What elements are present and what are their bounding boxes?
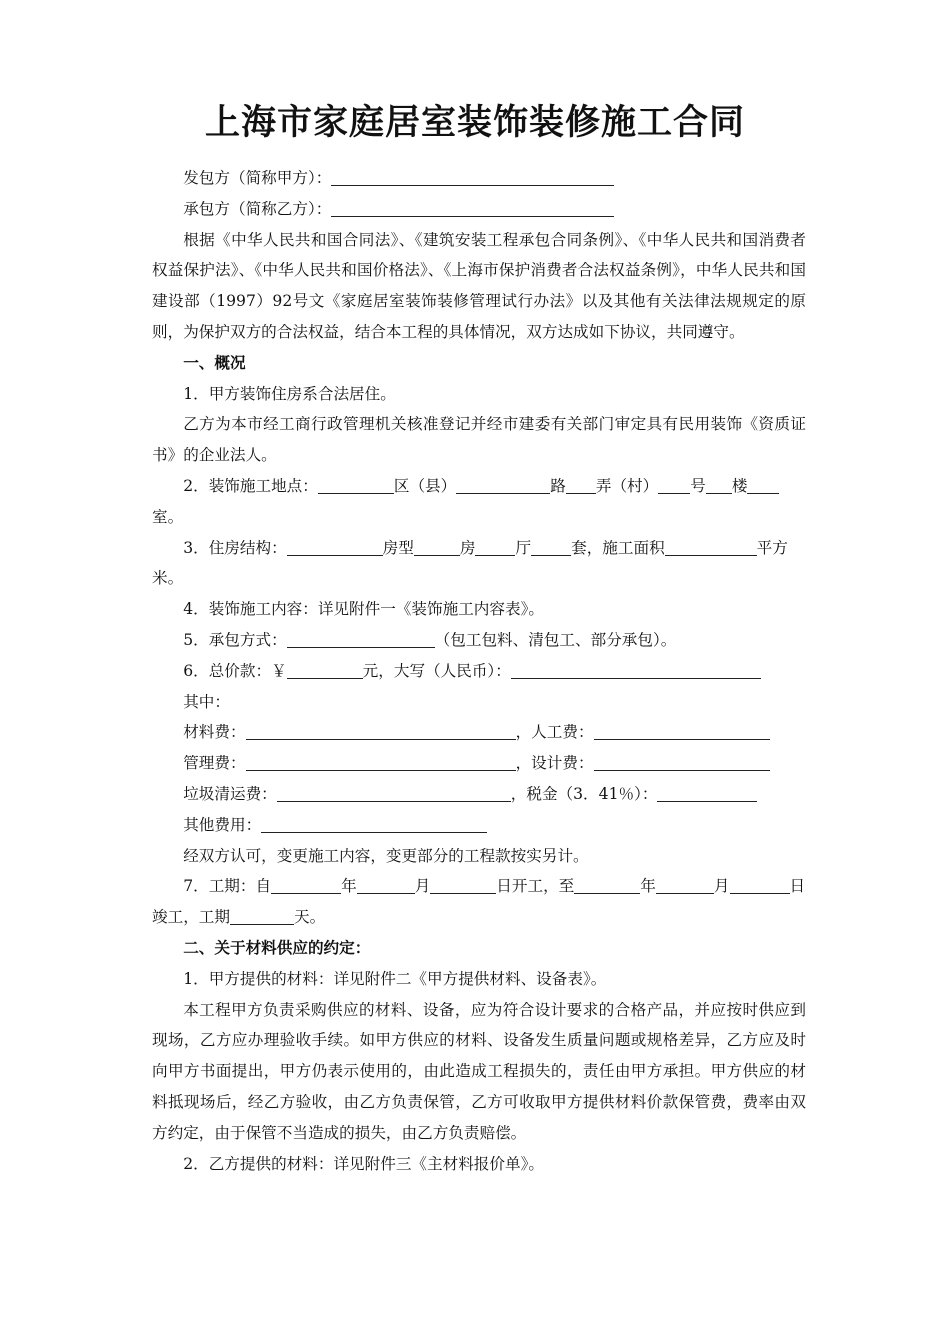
- contractor-line: 承包方（简称乙方）：: [152, 194, 806, 225]
- material-labor-line: 材料费： ，人工费：: [152, 717, 806, 748]
- number-blank[interactable]: [658, 477, 690, 494]
- lane-blank[interactable]: [566, 477, 596, 494]
- section-1-item-1: 1．甲方装饰住房系合法居住。: [183, 384, 396, 403]
- district-blank[interactable]: [318, 477, 394, 494]
- contractor-name-blank[interactable]: [331, 199, 614, 216]
- section-1-contractor-paragraph: 乙方为本市经工商行政管理机关核准登记并经市建委有关部门审定具有民用装饰《资质证书》的企业法人。: [152, 415, 806, 465]
- total-price-blank[interactable]: [287, 661, 363, 678]
- section-2-item-1: 1．甲方提供的材料：详见附件二《甲方提供材料、设备表》。: [183, 969, 607, 988]
- rooms-blank[interactable]: [414, 538, 460, 555]
- start-day-blank[interactable]: [430, 877, 496, 894]
- section-1-item-3: 3．住房结构： 房型 房 厅 套，施工面积 平方米。: [152, 538, 788, 588]
- section-2-item-2: 2．乙方提供的材料：详见附件三《主材料报价单》。: [183, 1154, 544, 1173]
- labor-fee-blank[interactable]: [594, 723, 770, 740]
- section-1-item-4: 4．装饰施工内容：详见附件一《装饰施工内容表》。: [183, 600, 544, 619]
- material-fee-blank[interactable]: [246, 723, 516, 740]
- contract-body: [152, 163, 806, 1179]
- preamble-paragraph: 根据《中华人民共和国合同法》、《建筑安装工程承包合同条例》、《中华人民共和国消费者权益保护法》、《中华人民共和国价格法》、《上海市保护消费者合法权益条例》，中华人民共和国建设部（1997）92号文《家庭居室装饰装修管理试行办法》以及其他有关法律法规规定的原则，为保护双方的合法权益，结合本工程的具体情况，双方达成如下协议，共同遵守。: [152, 230, 806, 341]
- change-note: 经双方认可，变更施工内容，变更部分的工程款按实另计。: [183, 846, 589, 865]
- start-year-blank[interactable]: [271, 877, 341, 894]
- contract-mode-blank[interactable]: [287, 631, 435, 648]
- suite-blank[interactable]: [531, 538, 571, 555]
- tax-blank[interactable]: [657, 785, 757, 802]
- halls-blank[interactable]: [475, 538, 515, 555]
- client-name-blank[interactable]: [331, 169, 614, 186]
- area-blank[interactable]: [665, 538, 757, 555]
- section-1-item-5: 5．承包方式： （包工包料、清包工、部分承包）。: [183, 630, 677, 649]
- management-fee-blank[interactable]: [246, 754, 516, 771]
- duration-blank[interactable]: [230, 908, 294, 925]
- total-price-words-blank[interactable]: [511, 661, 761, 678]
- section-1-heading: 一、概况: [183, 353, 246, 372]
- of-which-label: 其中：: [183, 692, 230, 711]
- design-fee-blank[interactable]: [594, 754, 770, 771]
- waste-fee-blank[interactable]: [277, 785, 511, 802]
- road-blank[interactable]: [456, 477, 550, 494]
- document-title: 上海市家庭居室装饰装修施工合同: [204, 102, 745, 143]
- end-year-blank[interactable]: [574, 877, 640, 894]
- management-design-line: 管理费： ，设计费：: [152, 748, 806, 779]
- room-blank[interactable]: [747, 477, 779, 494]
- section-1-item-7: 7．工期：自 年 月 日开工，至 年 月 日竣工，工期 天。: [152, 877, 806, 927]
- end-month-blank[interactable]: [656, 877, 714, 894]
- waste-tax-line: 垃圾清运费： ，税金（3．41％）：: [152, 779, 806, 810]
- other-fee-blank[interactable]: [261, 815, 487, 832]
- section-1-item-6: 6．总价款：￥ 元，大写（人民币）：: [152, 656, 806, 687]
- end-day-blank[interactable]: [730, 877, 790, 894]
- section-1-item-2: 2．装饰施工地点： 区（县） 路 弄（村） 号 楼室。: [152, 471, 806, 533]
- section-2-heading: 二、关于材料供应的约定：: [183, 938, 371, 957]
- client-line: 发包方（简称甲方）：: [152, 163, 806, 194]
- start-month-blank[interactable]: [357, 877, 415, 894]
- structure-blank[interactable]: [287, 538, 383, 555]
- section-2-item-1-paragraph: 本工程甲方负责采购供应的材料、设备，应为符合设计要求的合格产品，并应按时供应到现场，乙方应办理验收手续。如甲方供应的材料、设备发生质量问题或规格差异，乙方应及时向甲方书面提出，甲方仍表示使用的，由此造成工程损失的，责任由甲方承担。甲方供应的材料抵现场后，经乙方验收，由乙方负责保管，乙方可收取甲方提供材料价款保管费，费率由双方约定，由于保管不当造成的损失，由乙方负责赔偿。: [152, 1000, 806, 1142]
- building-blank[interactable]: [706, 477, 732, 494]
- other-fee-line: 其他费用：: [152, 810, 806, 841]
